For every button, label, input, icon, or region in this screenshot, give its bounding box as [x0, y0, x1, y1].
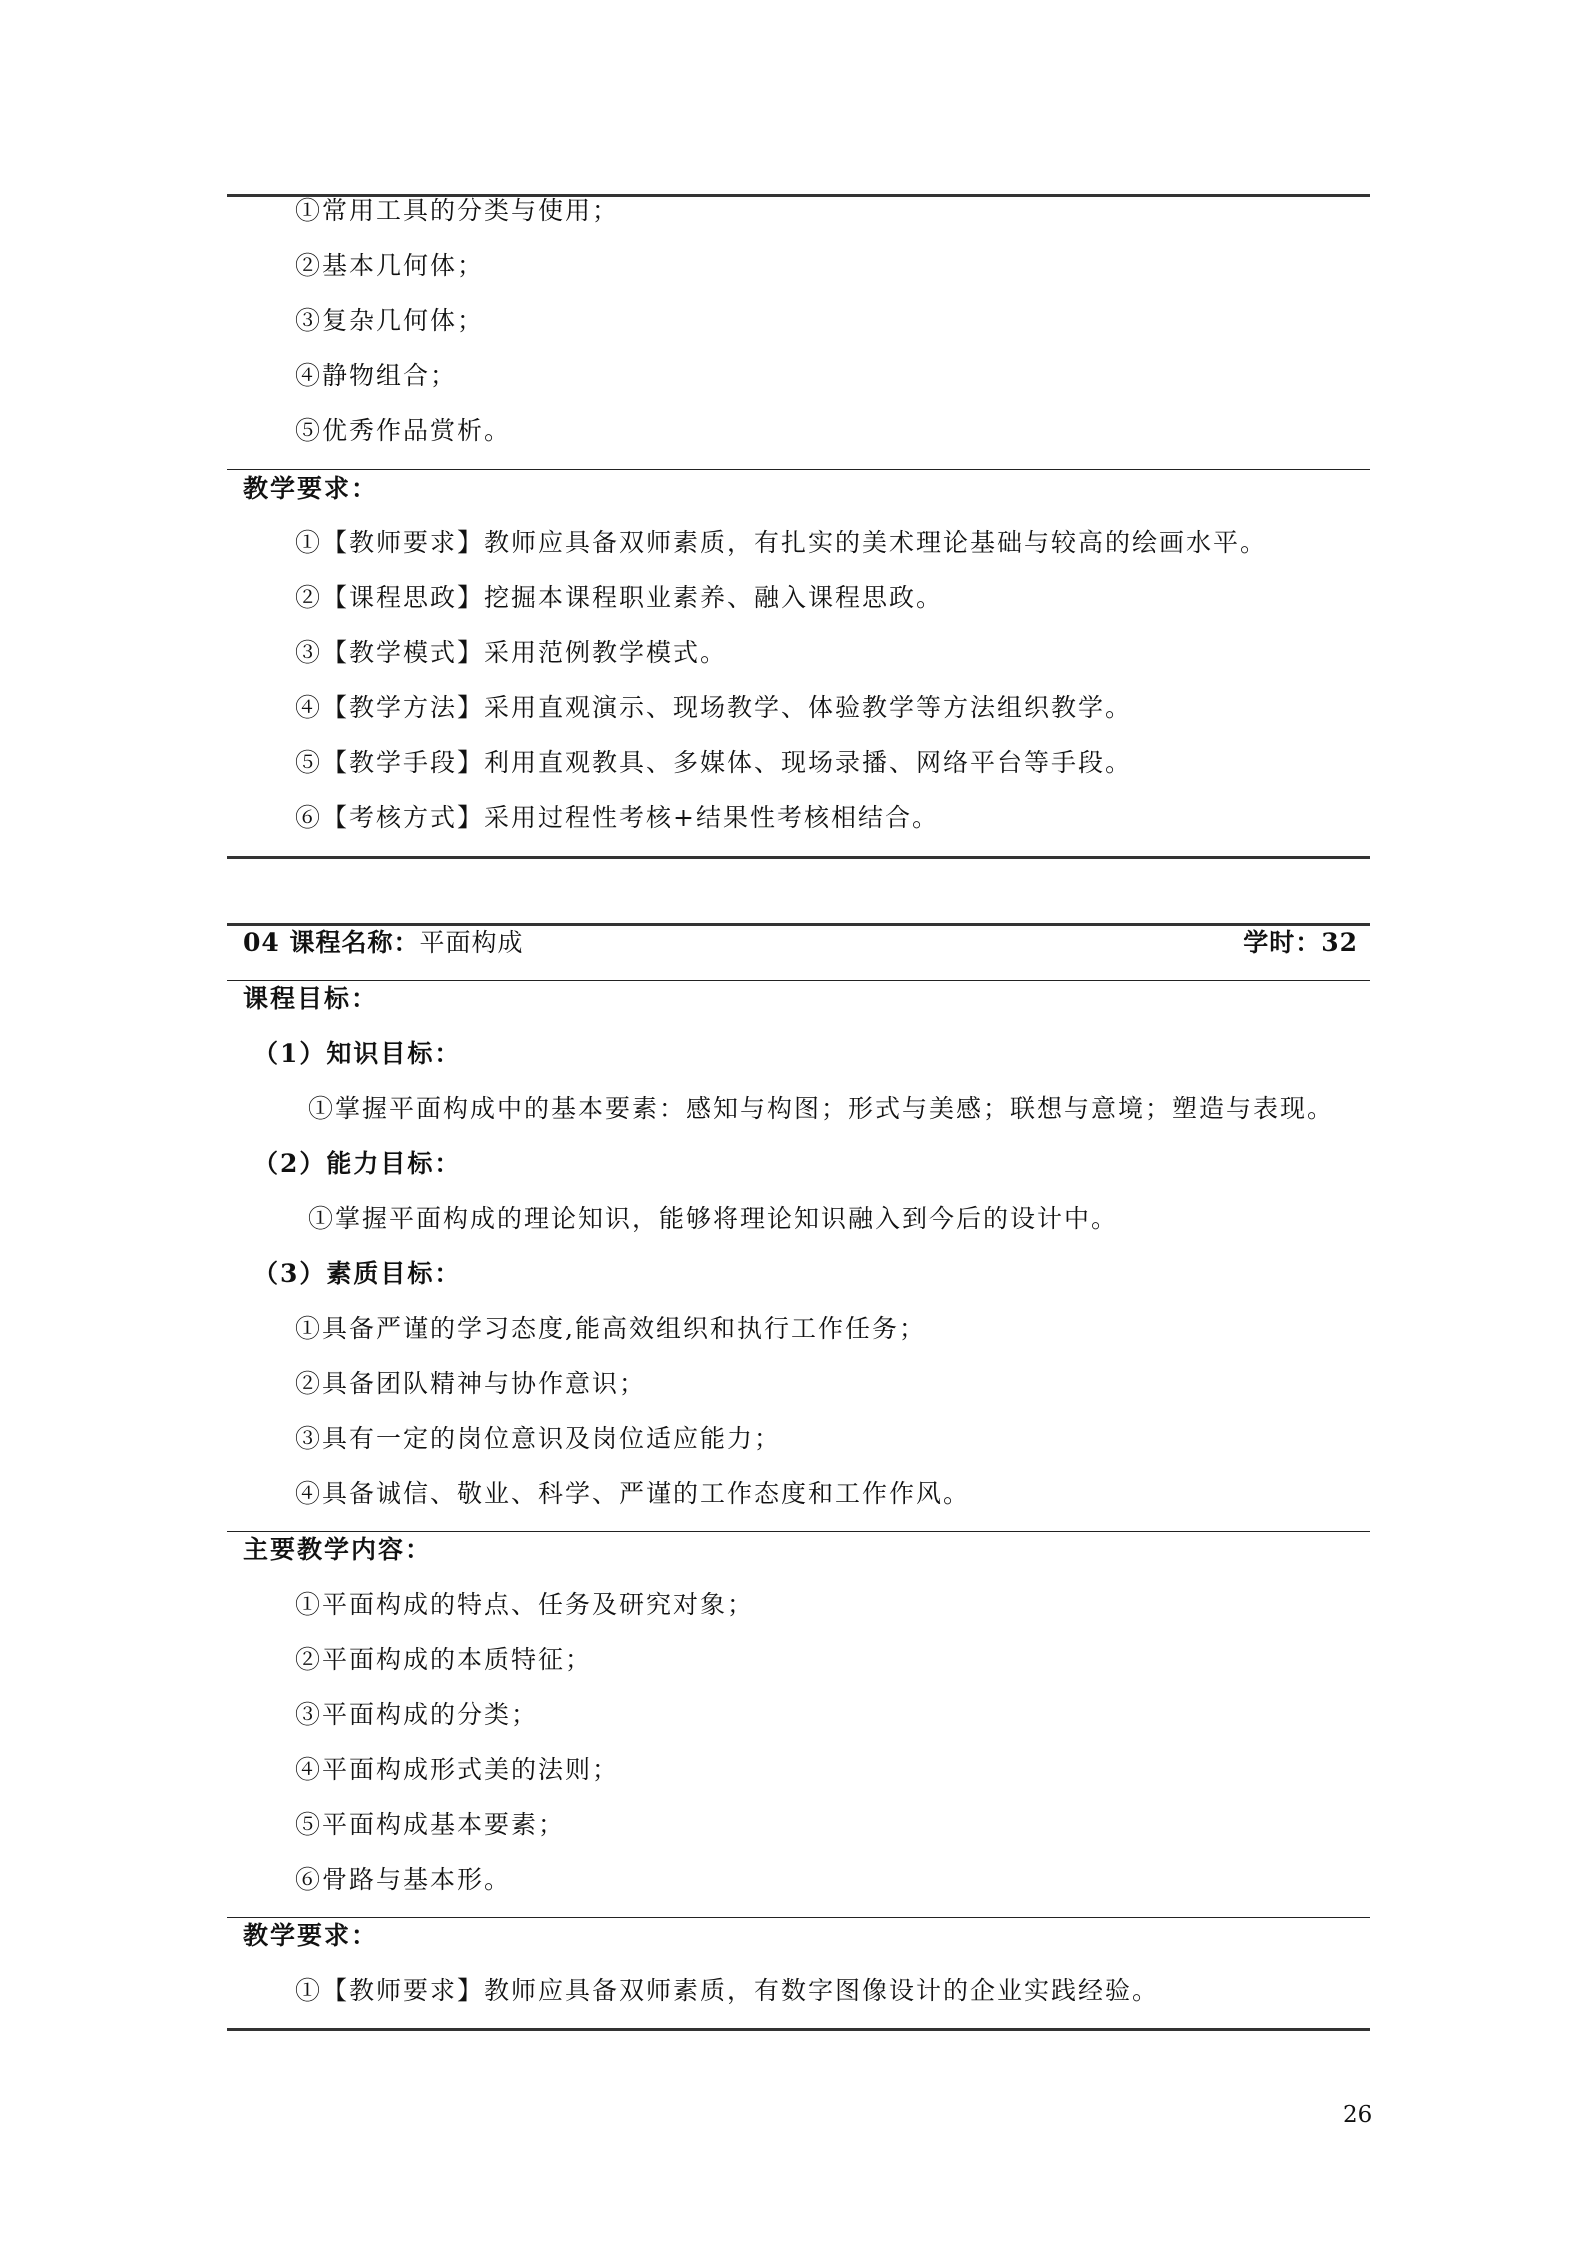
content-item: ①平面构成的特点、任务及研究对象； [295, 1590, 755, 1619]
content-item: ①常用工具的分类与使用； [295, 196, 620, 225]
quality-item: ③具有一定的岗位意识及岗位适应能力； [295, 1424, 782, 1453]
row-divider [227, 469, 1370, 470]
course-label: 04 课程名称： [243, 928, 420, 957]
quality-item: ④具备诚信、敬业、科学、严谨的工作态度和工作作风。 [295, 1479, 971, 1508]
quality-item: ②具备团队精神与协作意识； [295, 1369, 647, 1398]
content-item: ⑤优秀作品赏析。 [295, 416, 512, 445]
content-item: ④平面构成形式美的法则； [295, 1755, 620, 1784]
content-item: ③复杂几何体； [295, 306, 485, 335]
ability-item: ①掌握平面构成的理论知识，能够将理论知识融入到今后的设计中。 [308, 1204, 1119, 1233]
course-title-row [243, 926, 1358, 960]
requirement-item: ⑥【考核方式】采用过程性考核+结果性考核相结合。 [295, 803, 939, 832]
knowledge-heading: （1）知识目标： [253, 1039, 462, 1068]
table-bottom-border [227, 856, 1370, 859]
content-item: ②平面构成的本质特征； [295, 1645, 593, 1674]
content-item: ④静物组合； [295, 361, 458, 390]
page-number: 26 [1343, 2102, 1373, 2128]
row-divider [227, 1531, 1370, 1532]
content-item: ③平面构成的分类； [295, 1700, 539, 1729]
ability-heading: （2）能力目标： [253, 1149, 462, 1178]
requirement-item: ①【教师要求】教师应具备双师素质，有数字图像设计的企业实践经验。 [295, 1976, 1160, 2005]
requirements-heading: 教学要求： [243, 1921, 379, 1950]
quality-heading: （3）素质目标： [253, 1259, 462, 1288]
quality-item: ①具备严谨的学习态度,能高效组织和执行工作任务； [295, 1314, 926, 1343]
content-item: ⑤平面构成基本要素； [295, 1810, 566, 1839]
content-item: ②基本几何体； [295, 251, 485, 280]
requirement-item: ⑤【教学手段】利用直观教具、多媒体、现场录播、网络平台等手段。 [295, 748, 1133, 777]
requirements-heading: 教学要求： [243, 474, 379, 503]
course-name: 平面构成 [419, 928, 524, 957]
row-divider [227, 980, 1370, 981]
knowledge-item: ①掌握平面构成中的基本要素：感知与构图；形式与美感；联想与意境；塑造与表现。 [308, 1094, 1335, 1123]
hours-value: 32 [1321, 928, 1358, 957]
content-item: ⑥骨路与基本形。 [295, 1865, 512, 1894]
requirement-item: ①【教师要求】教师应具备双师素质，有扎实的美术理论基础与较高的绘画水平。 [295, 528, 1268, 557]
requirement-item: ③【教学模式】采用范例教学模式。 [295, 638, 728, 667]
objectives-heading: 课程目标： [243, 984, 379, 1013]
content-heading: 主要教学内容： [243, 1535, 433, 1564]
hours-label: 学时： [1243, 928, 1322, 957]
requirement-item: ④【教学方法】采用直观演示、现场教学、体验教学等方法组织教学。 [295, 693, 1133, 722]
table-bottom-border [227, 2028, 1370, 2031]
row-divider [227, 1917, 1370, 1918]
course-title [243, 926, 524, 960]
requirement-item: ②【课程思政】挖掘本课程职业素养、融入课程思政。 [295, 583, 944, 612]
course-hours [1243, 926, 1358, 960]
